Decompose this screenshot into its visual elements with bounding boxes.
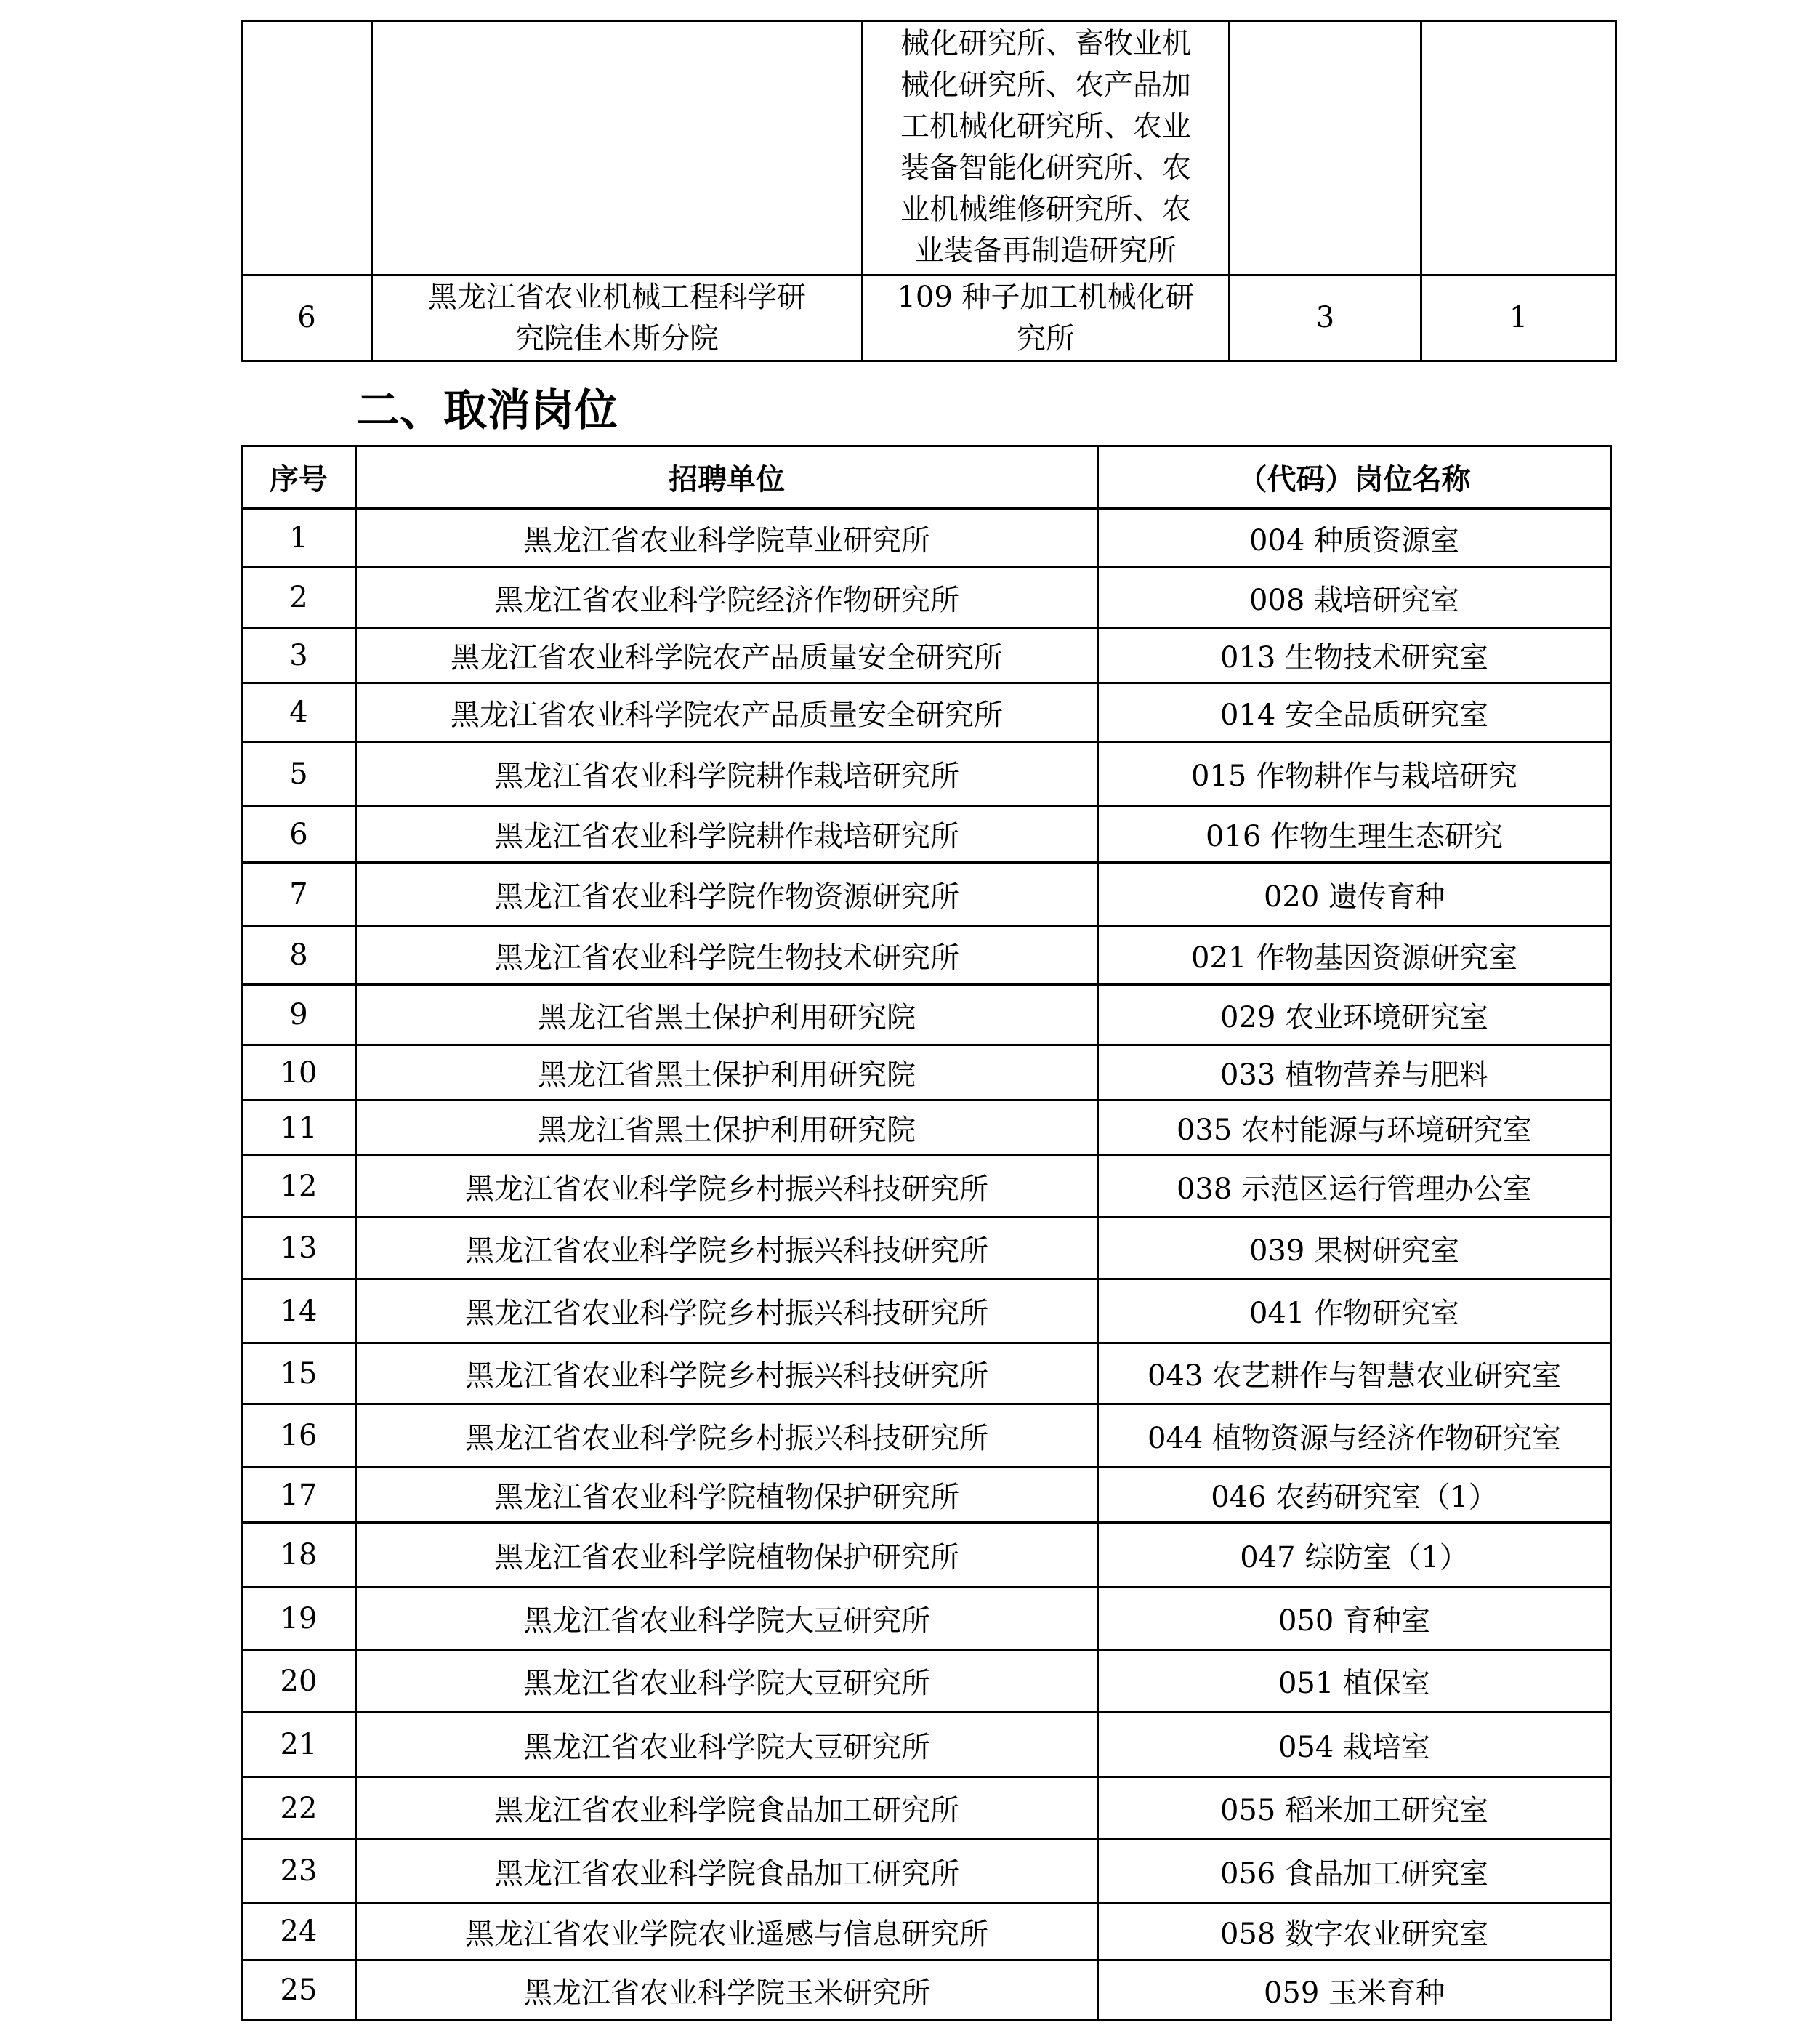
unit-cell: 黑龙江省农业科学院植物保护研究所 [356, 1468, 1098, 1523]
position-cell: 035 农村能源与环境研究室 [1098, 1101, 1611, 1156]
table-row [242, 568, 1611, 628]
seq-cell: 16 [242, 1404, 356, 1468]
seq-cell: 20 [242, 1650, 356, 1713]
position-line: 业机械维修研究所、农 [900, 193, 1191, 226]
position-cell: 055 稻米加工研究室 [1098, 1777, 1611, 1840]
position-cell: 015 作物耕作与栽培研究 [1098, 742, 1611, 806]
unit-cell: 黑龙江省黑土保护利用研究院 [356, 1101, 1098, 1156]
unit-cell: 黑龙江省农业科学院耕作栽培研究所 [356, 742, 1098, 806]
header-position: （代码）岗位名称 [1098, 446, 1611, 509]
table-row [242, 1156, 1611, 1218]
seq-cell [242, 21, 372, 275]
table-row [242, 1218, 1611, 1279]
unit-cell: 黑龙江省农业学院农业遥感与信息研究所 [356, 1903, 1098, 1960]
unit-cell: 黑龙江省黑土保护利用研究院 [356, 1045, 1098, 1101]
seq-cell: 6 [242, 806, 356, 863]
table-row [242, 1650, 1611, 1713]
unit-cell [372, 275, 863, 361]
seq-cell: 24 [242, 1903, 356, 1960]
count-cell [1421, 21, 1616, 275]
position-cell: 054 栽培室 [1098, 1713, 1611, 1777]
unit-cell: 黑龙江省农业科学院草业研究所 [356, 509, 1098, 568]
seq-cell: 11 [242, 1101, 356, 1156]
position-cell: 046 农药研究室（1） [1098, 1468, 1611, 1523]
position-line: 械化研究所、农产品加 [900, 68, 1191, 102]
table-row [242, 275, 1616, 361]
unit-cell: 黑龙江省农业科学院乡村振兴科技研究所 [356, 1156, 1098, 1218]
table-row [242, 1588, 1611, 1650]
seq-cell: 18 [242, 1523, 356, 1588]
table-row [242, 1279, 1611, 1343]
unit-cell: 黑龙江省农业科学院玉米研究所 [356, 1960, 1098, 2021]
unit-line: 黑龙江省农业机械工程科学研 [428, 280, 806, 314]
header-unit: 招聘单位 [356, 446, 1098, 509]
position-cell: 038 示范区运行管理办公室 [1098, 1156, 1611, 1218]
position-line: 109 种子加工机械化研 [897, 280, 1195, 314]
seq-cell: 23 [242, 1840, 356, 1903]
position-cell: 004 种质资源室 [1098, 509, 1611, 568]
seq-cell: 14 [242, 1279, 356, 1343]
position-cell: 051 植保室 [1098, 1650, 1611, 1713]
seq-cell: 25 [242, 1960, 356, 2021]
seq-cell: 5 [242, 742, 356, 806]
table-row [242, 1045, 1611, 1101]
count-cell: 1 [1421, 275, 1616, 361]
table-row [242, 1777, 1611, 1840]
position-cell: 056 食品加工研究室 [1098, 1840, 1611, 1903]
unit-cell: 黑龙江省黑土保护利用研究院 [356, 985, 1098, 1045]
position-cell: 058 数字农业研究室 [1098, 1903, 1611, 1960]
position-cell: 008 栽培研究室 [1098, 568, 1611, 628]
count-cell [1230, 21, 1421, 275]
unit-cell: 黑龙江省农业科学院乡村振兴科技研究所 [356, 1404, 1098, 1468]
seq-cell: 13 [242, 1218, 356, 1279]
table-header-row [242, 446, 1611, 509]
section-heading: 二、取消岗位 [356, 385, 618, 436]
unit-line: 究院佳木斯分院 [515, 321, 719, 355]
continued-positions-table [241, 20, 1617, 362]
table-row [242, 926, 1611, 985]
table-row-continuation [242, 21, 1616, 275]
table-row [242, 1343, 1611, 1404]
table-row [242, 1404, 1611, 1468]
position-cell: 033 植物营养与肥料 [1098, 1045, 1611, 1101]
unit-cell: 黑龙江省农业科学院农产品质量安全研究所 [356, 628, 1098, 683]
seq-cell: 6 [242, 275, 372, 361]
unit-cell: 黑龙江省农业科学院食品加工研究所 [356, 1840, 1098, 1903]
cancelled-positions-table [241, 445, 1612, 2021]
seq-cell: 7 [242, 863, 356, 926]
unit-cell: 黑龙江省农业科学院农产品质量安全研究所 [356, 683, 1098, 742]
seq-cell: 17 [242, 1468, 356, 1523]
position-line: 业装备再制造研究所 [915, 234, 1177, 267]
table-row [242, 1713, 1611, 1777]
position-cell: 050 育种室 [1098, 1588, 1611, 1650]
seq-cell: 19 [242, 1588, 356, 1650]
position-cell: 043 农艺耕作与智慧农业研究室 [1098, 1343, 1611, 1404]
table-row [242, 1523, 1611, 1588]
count-cell: 3 [1230, 275, 1421, 361]
position-line: 工机械化研究所、农业 [900, 110, 1191, 143]
header-seq: 序号 [242, 446, 356, 509]
position-cell: 059 玉米育种 [1098, 1960, 1611, 2021]
position-cell: 029 农业环境研究室 [1098, 985, 1611, 1045]
seq-cell: 2 [242, 568, 356, 628]
table-row [242, 985, 1611, 1045]
unit-cell: 黑龙江省农业科学院乡村振兴科技研究所 [356, 1279, 1098, 1343]
unit-cell: 黑龙江省农业科学院大豆研究所 [356, 1588, 1098, 1650]
position-cell: 021 作物基因资源研究室 [1098, 926, 1611, 985]
unit-cell: 黑龙江省农业科学院作物资源研究所 [356, 863, 1098, 926]
position-cell: 041 作物研究室 [1098, 1279, 1611, 1343]
position-line: 装备智能化研究所、农 [900, 151, 1191, 185]
table-row [242, 509, 1611, 568]
table-row [242, 1903, 1611, 1960]
table-row [242, 628, 1611, 683]
position-line: 究所 [1017, 321, 1075, 355]
table-row [242, 863, 1611, 926]
position-cell: 047 综防室（1） [1098, 1523, 1611, 1588]
seq-cell: 8 [242, 926, 356, 985]
table-row [242, 806, 1611, 863]
table-row [242, 1468, 1611, 1523]
unit-cell: 黑龙江省农业科学院乡村振兴科技研究所 [356, 1343, 1098, 1404]
unit-cell: 黑龙江省农业科学院大豆研究所 [356, 1713, 1098, 1777]
table-row [242, 1960, 1611, 2021]
unit-cell: 黑龙江省农业科学院乡村振兴科技研究所 [356, 1218, 1098, 1279]
position-cell: 014 安全品质研究室 [1098, 683, 1611, 742]
unit-cell: 黑龙江省农业科学院大豆研究所 [356, 1650, 1098, 1713]
table-row [242, 683, 1611, 742]
unit-cell [372, 21, 863, 275]
unit-cell: 黑龙江省农业科学院植物保护研究所 [356, 1523, 1098, 1588]
unit-cell: 黑龙江省农业科学院耕作栽培研究所 [356, 806, 1098, 863]
seq-cell: 1 [242, 509, 356, 568]
position-cell: 016 作物生理生态研究 [1098, 806, 1611, 863]
seq-cell: 10 [242, 1045, 356, 1101]
seq-cell: 15 [242, 1343, 356, 1404]
seq-cell: 12 [242, 1156, 356, 1218]
position-cell: 039 果树研究室 [1098, 1218, 1611, 1279]
table-row [242, 1101, 1611, 1156]
unit-cell: 黑龙江省农业科学院食品加工研究所 [356, 1777, 1098, 1840]
seq-cell: 22 [242, 1777, 356, 1840]
position-cell: 020 遗传育种 [1098, 863, 1611, 926]
position-cell [863, 21, 1230, 275]
position-cell: 013 生物技术研究室 [1098, 628, 1611, 683]
position-cell: 044 植物资源与经济作物研究室 [1098, 1404, 1611, 1468]
position-line: 械化研究所、畜牧业机 [900, 27, 1191, 60]
seq-cell: 3 [242, 628, 356, 683]
table-row [242, 742, 1611, 806]
seq-cell: 21 [242, 1713, 356, 1777]
seq-cell: 9 [242, 985, 356, 1045]
unit-cell: 黑龙江省农业科学院生物技术研究所 [356, 926, 1098, 985]
unit-cell: 黑龙江省农业科学院经济作物研究所 [356, 568, 1098, 628]
seq-cell: 4 [242, 683, 356, 742]
table-row [242, 1840, 1611, 1903]
position-cell [863, 275, 1230, 361]
